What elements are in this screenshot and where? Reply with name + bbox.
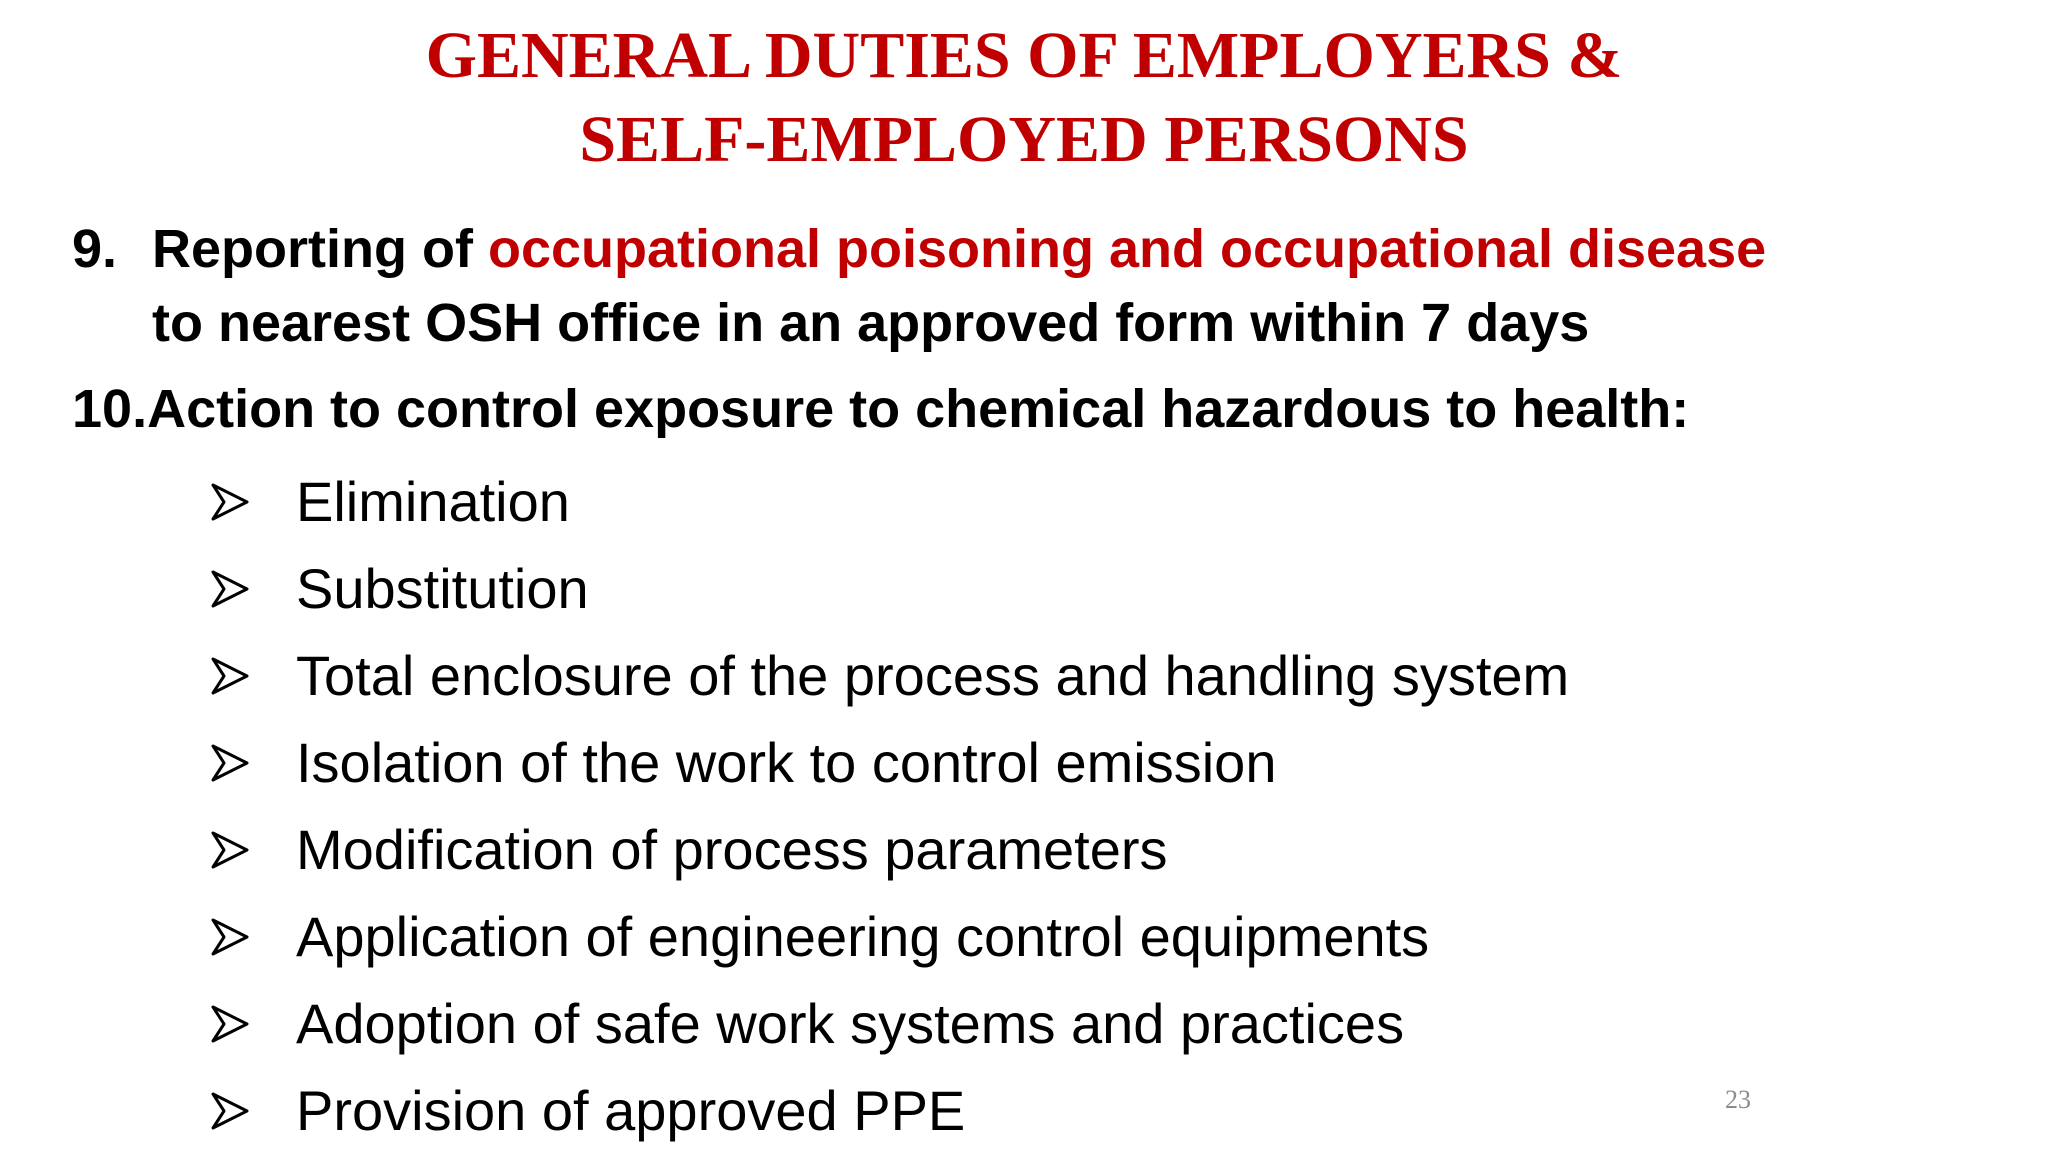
bullet-list (210, 458, 1569, 1152)
bullet-item (210, 980, 1569, 1067)
page-number: 23 (1725, 1085, 1751, 1114)
bullet-text: Modification of process parameters (296, 818, 1168, 881)
item-9-number: 9. (72, 219, 118, 279)
item-9-line-2: to nearest OSH office in an approved form within 7 days (152, 293, 1590, 353)
bullet-item (210, 806, 1569, 893)
bullet-item (210, 1067, 1569, 1152)
bullet-item (210, 632, 1569, 719)
item-9-text: Reporting of (152, 219, 488, 279)
slide-title-line-2: SELF-EMPLOYED PERSONS (579, 103, 1469, 176)
bullet-item (210, 545, 1569, 632)
arrowhead-bullet-icon (210, 569, 250, 609)
bullet-item (210, 458, 1569, 545)
bullet-text: Application of engineering control equipments (296, 905, 1430, 968)
arrowhead-bullet-icon (210, 656, 250, 696)
item-10: 10.Action to control exposure to chemical hazardous to health: (72, 379, 1690, 439)
item-9-line-1 (152, 212, 1766, 286)
arrowhead-bullet-icon (210, 743, 250, 783)
arrowhead-bullet-icon (210, 1091, 250, 1131)
arrowhead-bullet-icon (210, 482, 250, 522)
bullet-item (210, 719, 1569, 806)
item-9-highlight: occupational poisoning and occupational disease (487, 219, 1767, 279)
bullet-item (210, 893, 1569, 980)
bullet-text: Total enclosure of the process and handling system (296, 644, 1570, 707)
slide-title (0, 14, 2048, 182)
slide-title-line-1: GENERAL DUTIES OF EMPLOYERS & (425, 19, 1623, 92)
bullet-text: Adoption of safe work systems and practices (296, 992, 1405, 1055)
arrowhead-bullet-icon (210, 830, 250, 870)
bullet-text: Substitution (296, 557, 589, 620)
arrowhead-bullet-icon (210, 917, 250, 957)
bullet-text: Provision of approved PPE (296, 1079, 966, 1142)
bullet-text: Isolation of the work to control emission (296, 731, 1277, 794)
bullet-text: Elimination (296, 470, 570, 533)
arrowhead-bullet-icon (210, 1004, 250, 1044)
